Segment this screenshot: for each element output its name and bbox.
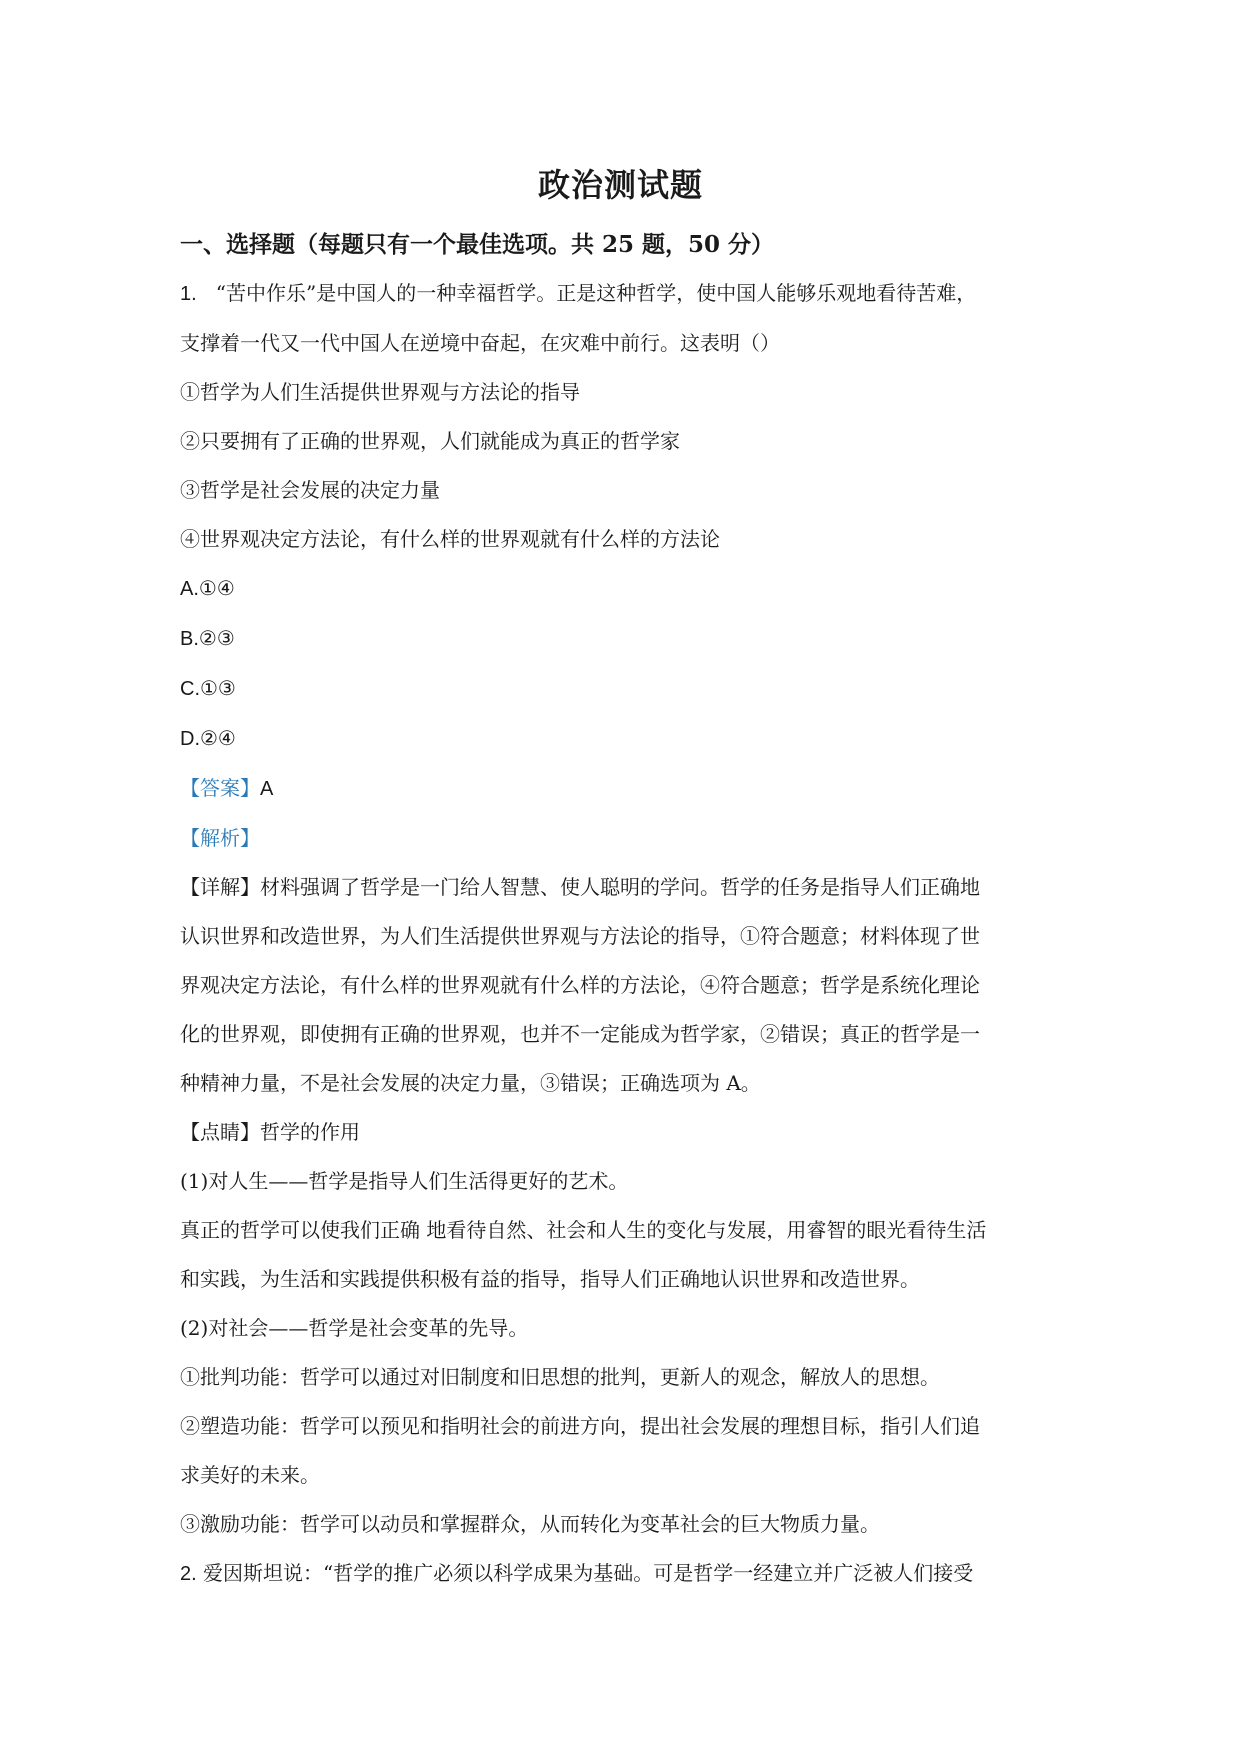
option-c: C.①③: [180, 676, 236, 700]
detail-line: 认识世界和改造世界，为人们生活提供世界观与方法论的指导，①符合题意；材料体现了世: [180, 924, 980, 948]
question-1-stem: 1. “苦中作乐”是中国人的一种幸福哲学。正是这种哲学，使中国人能够乐观地看待苦难，: [180, 281, 977, 305]
statement-item: ①哲学为人们生活提供世界观与方法论的指导: [180, 380, 580, 404]
detail-line: 界观决定方法论，有什么样的世界观就有什么样的方法论，④符合题意；哲学是系统化理论: [180, 973, 980, 997]
question-content: [180, 269, 1060, 1599]
comment-line: (1)对人生——哲学是指导人们生活得更好的艺术。: [180, 1169, 629, 1193]
statement-item: ④世界观决定方法论，有什么样的世界观就有什么样的方法论: [180, 527, 720, 551]
option-d: D.②④: [180, 726, 236, 750]
comment-line: 和实践，为生活和实践提供积极有益的指导，指导人们正确地认识世界和改造世界。: [180, 1267, 920, 1291]
detail-line: 种精神力量，不是社会发展的决定力量，③错误；正确选项为 A。: [180, 1071, 761, 1095]
comment-line: 【点睛】哲学的作用: [180, 1120, 360, 1144]
statement-item: ②只要拥有了正确的世界观，人们就能成为真正的哲学家: [180, 429, 680, 453]
statement-item: ③哲学是社会发展的决定力量: [180, 478, 440, 502]
option-b: B.②③: [180, 626, 235, 650]
detail-line: 【详解】材料强调了哲学是一门给人智慧、使人聪明的学问。哲学的任务是指导人们正确地: [180, 875, 980, 899]
comment-line: 真正的哲学可以使我们正确 地看待自然、社会和人生的变化与发展，用睿智的眼光看待生活: [180, 1218, 987, 1242]
analysis-tag: 【解析】: [180, 826, 260, 850]
detail-line: 化的世界观，即使拥有正确的世界观，也并不一定能成为哲学家，②错误；真正的哲学是一: [180, 1022, 980, 1046]
page-title: 政治测试题: [537, 166, 703, 204]
comment-line: (2)对社会——哲学是社会变革的先导。: [180, 1316, 529, 1340]
comment-line: 求美好的未来。: [180, 1463, 320, 1487]
comment-line: ②塑造功能：哲学可以预见和指明社会的前进方向，提出社会发展的理想目标，指引人们追: [180, 1414, 980, 1438]
comment-line: ①批判功能：哲学可以通过对旧制度和旧思想的批判，更新人的观念，解放人的思想。: [180, 1365, 940, 1389]
answer-line: [180, 764, 1060, 814]
option-a: A.①④: [180, 576, 235, 600]
comment-tag: 【点睛】: [180, 1120, 260, 1144]
question-number: 1.: [180, 283, 197, 305]
answer-value: A: [260, 778, 274, 800]
question-1-stem-continued: 支撑着一代又一代中国人在逆境中奋起，在灾难中前行。这表明（）: [180, 331, 780, 355]
detail-tag: 【详解】: [180, 875, 260, 899]
comment-line: ③激励功能：哲学可以动员和掌握群众，从而转化为变革社会的巨大物质力量。: [180, 1512, 880, 1536]
question-number: 2.: [180, 1563, 197, 1585]
section-heading: 一、选择题（每题只有一个最佳选项。共 25 题，50 分）: [180, 231, 775, 258]
question-2-stem: 2. 爱因斯坦说：“哲学的推广必须以科学成果为基础。可是哲学一经建立并广泛被人们接受: [180, 1561, 974, 1585]
answer-tag: 【答案】: [180, 776, 260, 800]
